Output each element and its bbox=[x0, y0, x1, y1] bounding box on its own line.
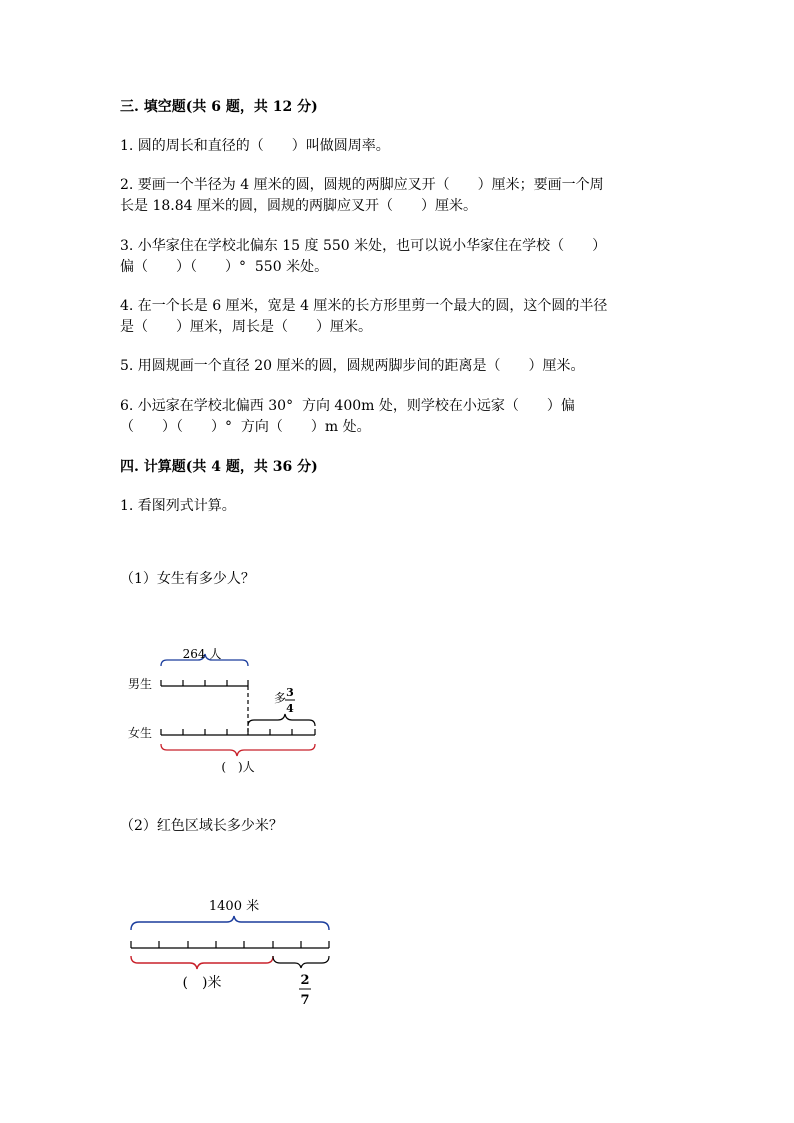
section-4-title: 四. 计算题(共 4 题，共 36 分) bbox=[120, 459, 318, 475]
question-3-6-line1: 6. 小远家在学校北偏西 30° 方向 400m 处，则学校在小远家（ ）偏 bbox=[120, 398, 575, 414]
question-3-3-line2: 偏（ ）（ ）° 550 米处。 bbox=[120, 259, 329, 275]
more-frac-num: 3 bbox=[286, 686, 294, 699]
red-answer-label: ( )米 bbox=[182, 975, 222, 991]
question-4-1: 1. 看图列式计算。 bbox=[120, 498, 236, 514]
girls-total-brace bbox=[161, 744, 315, 756]
question-3-5: 5. 用圆规画一个直径 20 厘米的圆，圆规两脚步间的距离是（ ）厘米。 bbox=[120, 358, 585, 374]
more-frac-den: 4 bbox=[286, 702, 294, 715]
girls-label: 女生 bbox=[128, 726, 153, 740]
question-4-1-sub1: （1）女生有多少人？ bbox=[120, 571, 255, 587]
top-label: 1400 米 bbox=[208, 899, 260, 914]
top-brace bbox=[131, 916, 329, 930]
question-3-2-line1: 2. 要画一个半径为 4 厘米的圆，圆规的两脚应叉开（ ）厘米；要画一个周 bbox=[120, 177, 604, 193]
question-3-6-line2: （ ）（ ）° 方向（ ）m 处。 bbox=[120, 419, 371, 435]
red-area-brace bbox=[131, 956, 273, 969]
question-3-2-line2: 长是 18.84 厘米的圆，圆规的两脚应叉开（ ）厘米。 bbox=[120, 198, 477, 214]
segment-diagram-red-area-svg bbox=[120, 888, 345, 1018]
question-3-4-line1: 4. 在一个长是 6 厘米，宽是 4 厘米的长方形里剪一个最大的圆，这个圆的半径 bbox=[120, 298, 608, 314]
question-3-3-line1: 3. 小华家住在学校北偏东 15 度 550 米处，也可以说小华家住在学校（ ） bbox=[120, 238, 607, 254]
question-3-4-line2: 是（ ）厘米，周长是（ ）厘米。 bbox=[120, 319, 372, 335]
girls-answer-label: ( )人 bbox=[221, 760, 255, 774]
section-3-title: 三. 填空题(共 6 题，共 12 分) bbox=[120, 99, 318, 115]
more-brace bbox=[248, 714, 315, 726]
top-label: 264 人 bbox=[182, 647, 222, 661]
more-label: 多 bbox=[274, 691, 287, 705]
boys-label: 男生 bbox=[128, 677, 153, 691]
question-3-1: 1. 圆的周长和直径的（ ）叫做圆周率。 bbox=[120, 138, 390, 154]
segment-diagram-girls-svg bbox=[110, 640, 330, 780]
remaining-brace bbox=[273, 956, 329, 968]
question-4-1-sub2: （2）红色区域长多少米？ bbox=[120, 818, 283, 834]
segment-diagram-girls bbox=[110, 640, 330, 780]
segment-diagram-red-area bbox=[120, 888, 345, 1018]
frac-num: 2 bbox=[300, 973, 310, 988]
frac-den: 7 bbox=[300, 993, 310, 1008]
